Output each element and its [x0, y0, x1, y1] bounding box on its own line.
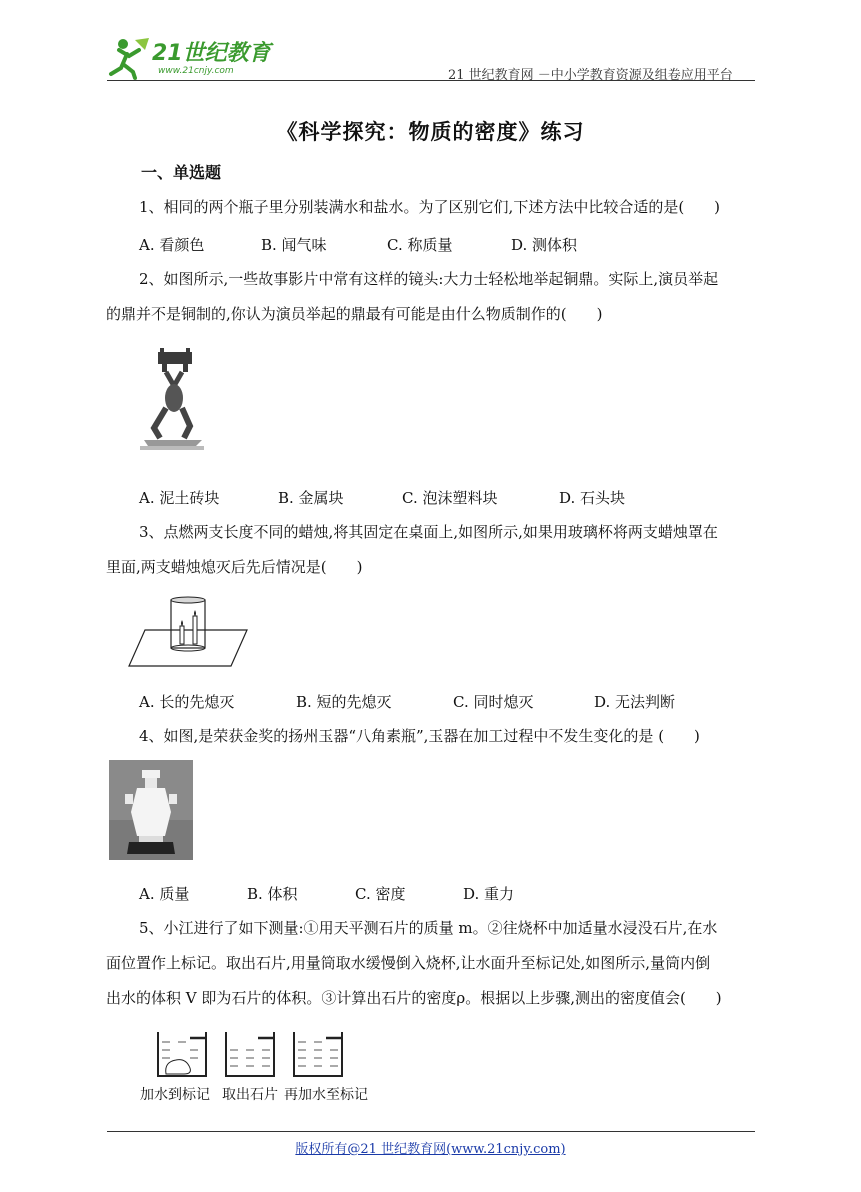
option-b[interactable]: B. 短的先熄灭: [296, 693, 392, 711]
option-a[interactable]: A. 长的先熄灭: [139, 693, 235, 711]
beaker-label-2: 取出石片: [222, 1087, 278, 1103]
section-heading: 一、单选题: [141, 163, 222, 182]
beaker-figure-labels: [140, 1084, 368, 1104]
question-5-line-3: 出水的体积 V 即为石片的体积。③计算出石片的密度ρ。根据以上步骤,测出的密度值会( ): [106, 989, 722, 1007]
header-rule: [107, 80, 755, 81]
question-1-options: [139, 234, 577, 255]
jade-vase-image: [109, 760, 193, 864]
option-c[interactable]: C. 称质量: [387, 236, 453, 254]
option-b[interactable]: B. 金属块: [278, 489, 344, 507]
option-c[interactable]: C. 密度: [355, 885, 406, 903]
option-a[interactable]: A. 泥土砖块: [139, 489, 220, 507]
option-b[interactable]: B. 体积: [247, 885, 298, 903]
logo-text: 21世纪教育: [152, 41, 271, 66]
beaker-2: [226, 1032, 274, 1076]
question-4-options: [139, 883, 514, 904]
question-2-options: [139, 487, 625, 508]
option-d[interactable]: D. 重力: [463, 885, 515, 903]
question-5-line-2: 面位置作上标记。取出石片,用量筒取水缓慢倒入烧杯,让水面升至标记处,如图所示,量筒内倒: [106, 954, 711, 972]
option-b[interactable]: B. 闻气味: [261, 236, 327, 254]
option-d[interactable]: D. 石头块: [559, 489, 626, 507]
option-d[interactable]: D. 无法判断: [594, 693, 676, 711]
option-a[interactable]: A. 质量: [139, 885, 190, 903]
option-c[interactable]: C. 同时熄灭: [453, 693, 534, 711]
option-a[interactable]: A. 看颜色: [139, 236, 205, 254]
option-c[interactable]: C. 泡沫塑料块: [402, 489, 498, 507]
candles-under-glass-image: [127, 596, 249, 672]
logo-url: www.21cnjy.com: [158, 66, 234, 76]
header-site-text: 21 世纪教育网 －中小学教育资源及组卷应用平台: [448, 68, 733, 83]
question-4-line-1: 4、如图,是荣获金奖的扬州玉器“八角素瓶”,玉器在加工过程中不发生变化的是 ( ): [139, 727, 700, 745]
beaker-figure: [140, 1028, 380, 1088]
footer-rule: [107, 1131, 755, 1132]
beaker-1: [158, 1032, 206, 1076]
page-title: 《科学探究：物质的密度》练习: [276, 119, 585, 144]
question-3-options: [139, 691, 675, 712]
option-d[interactable]: D. 测体积: [511, 236, 578, 254]
beaker-label-1: 加水到标记: [140, 1087, 210, 1103]
strongman-lifting-cauldron-image: [136, 346, 206, 460]
question-1-line-1: 1、相同的两个瓶子里分别装满水和盐水。为了区别它们,下述方法中比较合适的是( ): [139, 198, 721, 216]
question-3-line-2: 里面,两支蜡烛熄灭后先后情况是( ): [106, 558, 363, 576]
beaker-3: [294, 1032, 342, 1076]
question-2-line-2: 的鼎并不是铜制的,你认为演员举起的鼎最有可能是由什么物质制作的( ): [106, 305, 603, 323]
beaker-label-3: 再加水至标记: [284, 1087, 368, 1103]
footer-copyright-link[interactable]: 版权所有@21 世纪教育网(www.21cnjy.com): [295, 1142, 566, 1157]
question-2-line-1: 2、如图所示,一些故事影片中常有这样的镜头:大力士轻松地举起铜鼎。实际上,演员举起: [139, 270, 719, 288]
question-3-line-1: 3、点燃两支长度不同的蜡烛,将其固定在桌面上,如图所示,如果用玻璃杯将两支蜡烛罩在: [139, 523, 718, 541]
question-5-line-1: 5、小江进行了如下测量:①用天平测石片的质量 m。②往烧杯中加适量水浸没石片,在水: [139, 919, 718, 937]
